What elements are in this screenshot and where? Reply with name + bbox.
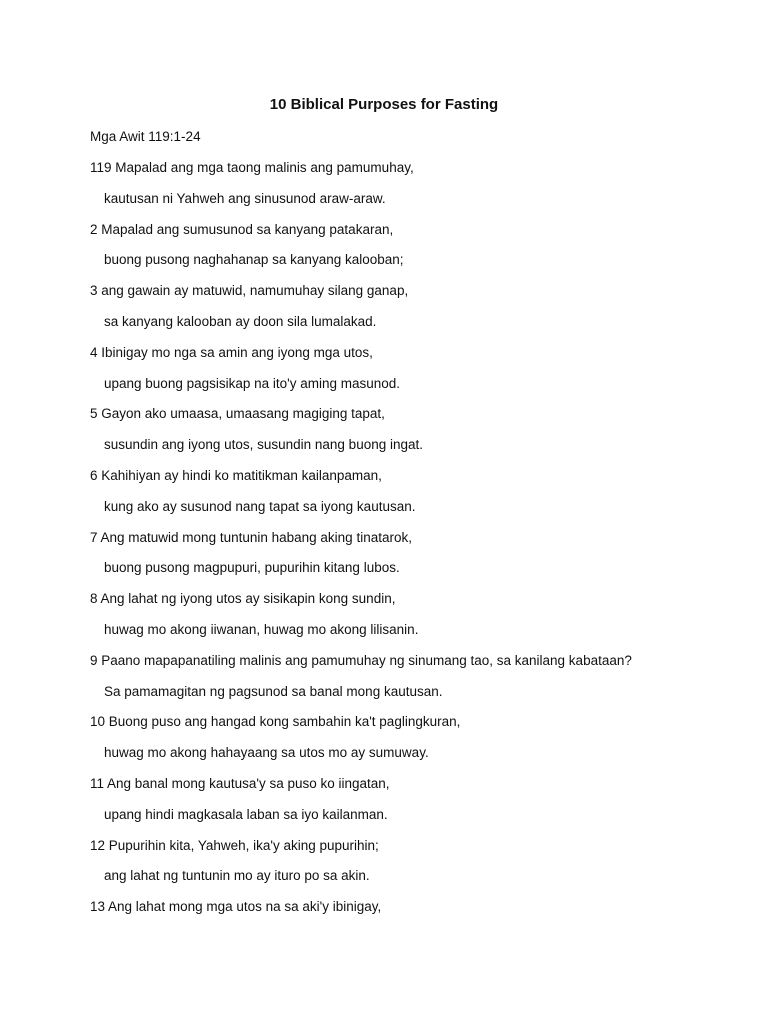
verse-continuation-line: buong pusong magpupuri, pupurihin kitang lubos.	[104, 560, 400, 576]
verse-line: 9 Paano mapapanatiling malinis ang pamumuhay ng sinumang tao, sa kanilang kabataan?	[90, 652, 632, 668]
verse-continuation-line: kung ako ay susunod nang tapat sa iyong kautusan.	[104, 498, 416, 514]
verse-continuation-line: ang lahat ng tuntunin mo ay ituro po sa akin.	[104, 868, 370, 884]
verse-continuation-line: buong pusong naghahanap sa kanyang kalooban;	[104, 252, 404, 268]
verse-line: 13 Ang lahat mong mga utos na sa aki'y ibinigay,	[90, 899, 382, 915]
page-title: 10 Biblical Purposes for Fasting	[269, 96, 499, 113]
verse-continuation-line: susundin ang iyong utos, susundin nang buong ingat.	[104, 437, 423, 453]
verse-line: 3 ang gawain ay matuwid, namumuhay silang ganap,	[90, 283, 409, 299]
verse-line: 7 Ang matuwid mong tuntunin habang aking tinatarok,	[90, 529, 412, 545]
verse-line: 4 Ibinigay mo nga sa amin ang iyong mga utos,	[90, 344, 373, 360]
scripture-reference: Mga Awit 119:1-24	[90, 129, 201, 144]
verse-continuation-line: sa kanyang kalooban ay doon sila lumalakad.	[104, 313, 377, 329]
verse-continuation-line: huwag mo akong iiwanan, huwag mo akong lilisanin.	[104, 621, 419, 637]
verse-list	[0, 158, 768, 928]
verse-line: 10 Buong puso ang hangad kong sambahin ka't paglingkuran,	[90, 714, 461, 730]
verse-continuation-line: upang hindi magkasala laban sa iyo kailanman.	[104, 806, 388, 822]
verse-line: 119 Mapalad ang mga taong malinis ang pamumuhay,	[90, 160, 414, 175]
verse-continuation-line: huwag mo akong hahayaang sa utos mo ay sumuway.	[104, 745, 429, 761]
verse-continuation-line: kautusan ni Yahweh ang sinusunod araw-araw.	[104, 190, 386, 206]
verse-line: 6 Kahihiyan ay hindi ko matitikman kailanpaman,	[90, 467, 382, 483]
verse-line: 2 Mapalad ang sumusunod sa kanyang patakaran,	[90, 221, 394, 237]
verse-continuation-line: Sa pamamagitan ng pagsunod sa banal mong kautusan.	[104, 683, 443, 699]
verse-line: 5 Gayon ako umaasa, umaasang magiging tapat,	[90, 406, 385, 422]
verse-continuation-line: upang buong pagsisikap na ito'y aming masunod.	[104, 375, 401, 391]
verse-line: 12 Pupurihin kita, Yahweh, ika'y aking pupurihin;	[90, 837, 379, 853]
verse-line: 8 Ang lahat ng iyong utos ay sisikapin kong sundin,	[90, 591, 396, 607]
verse-line: 11 Ang banal mong kautusa'y sa puso ko iingatan,	[90, 775, 390, 791]
